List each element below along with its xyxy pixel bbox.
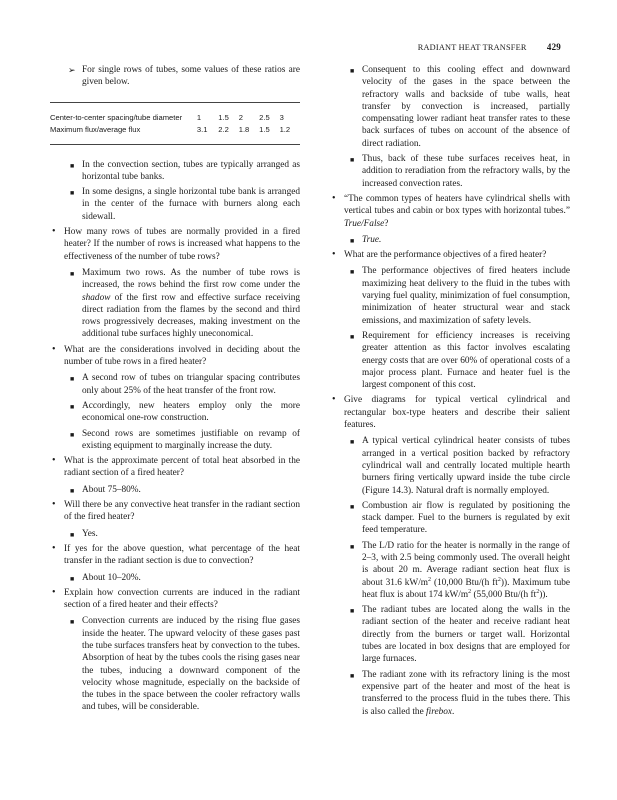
answer-text: Consequent to this cooling effect and downward velocity of the gases in the space between the refractory walls and backside of tube walls, heat transfer by convection is increased, partially compensating lower radiant heat transfer rates to these back surfaces of tubes on account of the absence of direct radiation. <box>362 65 570 149</box>
table-cell: 1.2 <box>279 124 291 134</box>
answer-text <box>362 540 570 601</box>
answer-text: Accordingly, new heaters employ only the more economical one-row construction. <box>82 400 300 424</box>
answer-text: Requirement for efficiency increases is receiving greater attention as this factor involves escalating energy costs that are over 60% of operational costs of a major process plant. Furnace and heater fuel is the largest component of this cost. <box>362 330 570 391</box>
round-bullet-icon: • <box>52 455 56 467</box>
table-cell: 3 <box>279 112 284 122</box>
list-item <box>50 615 300 713</box>
answer-text: In some designs, a single horizontal tube bank is arranged in the center of the furnace with burners along each sidewall. <box>82 187 300 222</box>
answer-text-part: (10,000 Btu/(h ft <box>431 577 498 588</box>
question-item <box>50 543 300 568</box>
square-bullet-icon: ■ <box>350 607 355 616</box>
list-item <box>330 500 570 537</box>
question-text: If yes for the above question, what percentage of the heat transfer in the radiant section is due to convection? <box>64 543 300 567</box>
superscript: 2 <box>428 576 432 583</box>
answer-text: About 10–20%. <box>82 572 141 583</box>
answer-text: The performance objectives of fired heaters include maximizing heat delivery to the fluid in the tubes with varying fuel quality, minimization of fuel consumption, minimization of heater structural wear and stack emissions, and maximization of safety levels. <box>362 266 570 326</box>
table-cell: 3.1 <box>196 124 208 134</box>
table-cell: 1 <box>196 112 202 122</box>
superscript: 2 <box>536 588 540 595</box>
square-bullet-icon: ■ <box>350 542 355 551</box>
list-item <box>330 669 570 718</box>
square-bullet-icon: ■ <box>70 189 75 198</box>
intro-note <box>50 64 300 89</box>
question-text: What is the approximate percent of total heat absorbed in the radiant section of a fired heater? <box>64 456 300 479</box>
answer-text-part: )). <box>539 589 548 600</box>
emphasis-text: True. <box>362 234 382 245</box>
round-bullet-icon: • <box>52 542 56 554</box>
answer-text-part: (55,000 Btu/(h ft <box>471 589 537 600</box>
question-item <box>50 499 300 524</box>
table-cell: 2.5 <box>259 112 270 122</box>
list-item <box>50 159 300 184</box>
question-text: What are the performance objectives of a fired heater? <box>344 250 547 261</box>
list-item <box>330 604 570 665</box>
answer-text: About 75–80%. <box>82 484 141 495</box>
question-item <box>50 587 300 612</box>
answer-text: A second row of tubes on triangular spacing contributes only about 25% of the heat transfer of the front row. <box>82 373 300 396</box>
list-item <box>50 428 300 453</box>
answer-text: Convection currents are induced by the rising flue gases inside the heater. The upward velocity of these gases past the tube surfaces transfers heat by convection to the tubes. Absorption of heat by the tubes cools the rising gases near the tubes, inducing a downward component of the velocity whose magnitude, especially on the backside of the tubes in the space between the cooler refractory walls and tubes, will be considerable. <box>82 616 300 713</box>
table-cell: 1.5 <box>218 112 229 122</box>
square-bullet-icon: ■ <box>350 332 355 341</box>
question-item <box>50 455 300 480</box>
square-bullet-icon: ■ <box>350 438 355 447</box>
list-item <box>330 265 570 326</box>
answer-text: Thus, back of these tube surfaces receives heat, in addition to reradiation from the refractory walls, by the increased convection rates. <box>362 154 570 189</box>
list-item <box>50 372 300 397</box>
ratio-table <box>50 102 300 145</box>
question-item <box>330 394 570 431</box>
square-bullet-icon: ■ <box>70 486 75 495</box>
list-item <box>330 153 570 190</box>
answer-text: Combustion air flow is regulated by positioning the stack damper. Fuel to the burners is regulated by exit feed temperature. <box>362 500 570 536</box>
question-item <box>330 193 570 230</box>
emphasis-text: shadow <box>82 292 111 303</box>
square-bullet-icon: ■ <box>350 156 355 165</box>
question-item <box>50 226 300 263</box>
square-bullet-icon: ■ <box>70 530 75 539</box>
table-cell: 2 <box>238 112 243 122</box>
header-title: RADIANT HEAT TRANSFER <box>417 43 527 52</box>
question-item <box>330 249 570 261</box>
question-text: Give diagrams for typical vertical cylindrical and rectangular box-type heaters and describe their salient features. <box>344 395 570 431</box>
answer-text-part: . <box>452 706 455 717</box>
square-bullet-icon: ■ <box>350 671 355 680</box>
answer-text-part: The radiant zone with its refractory lining is the most expensive part of the heater and most of the heat is transferred to the process fluid in the tubes there. This is also called the <box>362 669 570 717</box>
list-item <box>330 330 570 391</box>
round-bullet-icon: • <box>332 394 336 406</box>
superscript: 2 <box>468 588 472 595</box>
round-bullet-icon: • <box>332 192 336 204</box>
square-bullet-icon: ■ <box>70 402 75 411</box>
answer-text: In the convection section, tubes are typically arranged as horizontal tube banks. <box>82 159 300 182</box>
question-text-part: “The common types of heaters have cylindrical shells with vertical tubes and cabin or box types with horizontal tubes.” <box>344 193 570 217</box>
table-cell: 1.5 <box>259 124 270 134</box>
round-bullet-icon: • <box>52 226 56 238</box>
answer-text: The radiant tubes are located along the walls in the radiant section of the heater and receive radiant heat directly from the burners or target wall. Horizontal tubes are located in box designs that are employed for large furnaces. <box>362 605 570 665</box>
square-bullet-icon: ■ <box>350 236 355 245</box>
square-bullet-icon: ■ <box>70 269 75 278</box>
list-item <box>50 186 300 223</box>
question-text: What are the considerations involved in deciding about the number of tube rows in a fired heater? <box>64 344 300 368</box>
round-bullet-icon: • <box>52 586 56 598</box>
answer-text <box>362 234 570 246</box>
emphasis-text: True/False <box>344 218 385 229</box>
answer-text-part: )). Maximum tube heat flux is about 174 kW/m <box>362 577 570 600</box>
page-number: 429 <box>546 42 561 52</box>
square-bullet-icon: ■ <box>70 618 75 627</box>
arrow-bullet-icon: ➢ <box>68 65 76 75</box>
answer-text-part: Maximum two rows. As the number of tube rows is increased, the rows behind the first row come under the <box>82 267 300 291</box>
superscript: 2 <box>497 576 501 583</box>
row-label: Center-to-center spacing/tube diameter <box>50 112 183 122</box>
question-text: Explain how convection currents are induced in the radiant section of a fired heater and their effects? <box>64 587 300 611</box>
left-column <box>50 64 300 717</box>
square-bullet-icon: ■ <box>350 67 355 75</box>
list-item <box>50 528 300 540</box>
square-bullet-icon: ■ <box>350 268 355 277</box>
list-item <box>330 64 570 150</box>
answer-text <box>362 669 570 718</box>
table-row <box>50 112 300 124</box>
square-bullet-icon: ■ <box>350 502 355 511</box>
answer-text <box>82 267 300 341</box>
square-bullet-icon: ■ <box>70 161 75 170</box>
table-cell: 1.8 <box>238 124 250 134</box>
square-bullet-icon: ■ <box>70 430 75 439</box>
answer-text: Second rows are sometimes justifiable on revamp of existing equipment to marginally increase the duty. <box>82 428 300 451</box>
list-item <box>50 484 300 496</box>
list-item <box>330 234 570 246</box>
list-item <box>50 267 300 341</box>
round-bullet-icon: • <box>52 499 56 511</box>
right-column <box>330 64 570 721</box>
answer-text: Yes. <box>82 528 98 539</box>
question-text: Will there be any convective heat transfer in the radiant section of the fired heater? <box>64 500 300 523</box>
emphasis-text: firebox <box>426 706 453 717</box>
answer-text-part: of the first row and effective surface receiving direct radiation from the flames by the second and third rows progressively decreases, making investment on the additional tube surfaces highly uneconomical. <box>82 292 300 340</box>
list-item <box>330 435 570 496</box>
running-header <box>418 42 561 52</box>
answer-text-part: The L/D ratio for the heater is normally in the range of 2–3, with 2.5 being commonly used. The overall height is about 20 m. Average radiant section heat flux is about 31.6 kW/m <box>362 540 570 588</box>
list-item <box>50 400 300 425</box>
question-text: How many rows of tubes are normally provided in a fired heater? If the number of rows is increased what happens to the effectiveness of the number of tube rows? <box>64 227 300 262</box>
question-text-part: ? <box>384 218 389 229</box>
square-bullet-icon: ■ <box>70 375 75 384</box>
question-item <box>50 344 300 369</box>
answer-text: A typical vertical cylindrical heater consists of tubes arranged in a vertical position backed by refractory cylindrical wall and centrally located multiple hearth burners firing vertically upward inside the tube circle (Figure 14.3). Natural draft is normally employed. <box>362 436 570 496</box>
round-bullet-icon: • <box>52 343 56 355</box>
table-row <box>50 124 300 136</box>
table-cell: 2.2 <box>218 124 229 134</box>
list-item <box>50 572 300 584</box>
list-item <box>330 540 570 601</box>
row-label: Maximum flux/average flux <box>50 124 141 134</box>
round-bullet-icon: • <box>332 249 336 261</box>
intro-note-text: For single rows of tubes, some values of these ratios are given below. <box>82 65 300 88</box>
question-text <box>344 193 570 230</box>
square-bullet-icon: ■ <box>70 574 75 583</box>
